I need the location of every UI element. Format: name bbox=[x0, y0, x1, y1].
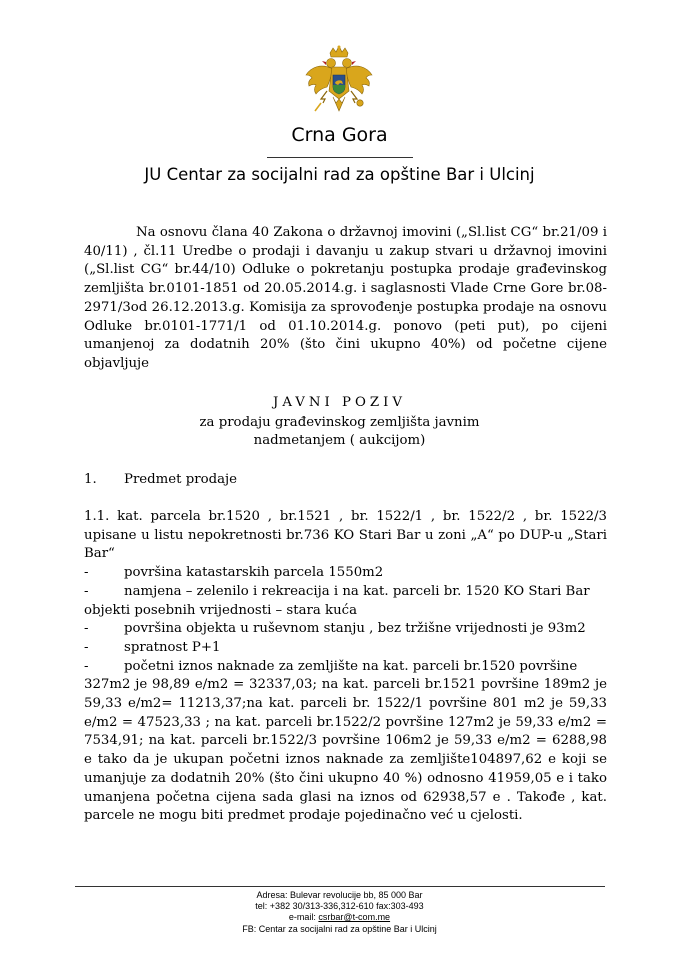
list-item bbox=[84, 620, 607, 639]
bullet-text: površina objekta u ruševnom stanju , bez tržišne vrijednosti je 93m2 bbox=[124, 621, 586, 637]
section-number: 1. bbox=[84, 472, 97, 487]
call-title: JAVNI POZIV bbox=[273, 395, 406, 410]
list-item bbox=[84, 658, 607, 677]
footer-phone: tel: +382 30/313-336,312-610 fax:303-493 bbox=[255, 901, 424, 912]
bullet-text: površina katastarskih parcela 1550m2 bbox=[124, 565, 384, 581]
footer-email-link[interactable]: csrbar@t-com.me bbox=[318, 912, 391, 923]
bullet-dash: - bbox=[84, 583, 89, 599]
item-body bbox=[84, 508, 607, 826]
header-divider bbox=[267, 157, 413, 158]
footer-facebook: FB: Centar za socijalni rad za opštine Bar i Ulcinj bbox=[242, 923, 437, 934]
list-item bbox=[84, 564, 607, 583]
item-paragraph: 1.1. kat. parcela br.1520 , br.1521 , br. 1522/1 , br. 1522/2 , br. 1522/3 upisane u listu nepokretnosti br.736 KO Stari Bar u zoni „A“ po DUP-u „Stari Bar“ bbox=[84, 509, 607, 562]
intro-text: Na osnovu člana 40 Zakona o državnoj imovini („Sl.list CG“ br.21/09 i 40/11) , čl.11 Uredbe o prodaji i davanju u zakup stvari u državnoj imovini („Sl.list CG“ br.44/10) Odluke o pokretanju postupka prodaje građevinskog zemljišta br.0101-1851 od 20.05.2014.g. i saglasnosti Vlade Crne Gore br.08-2971/3od 26.12.2013.g. Komisija za sprovođenje postupka prodaje na osnovu Odluke br.0101-1771/1 od 01.10.2014.g. ponovo (peti put), po cijeni umanjenoj za dodatnih 20% (što čini ukupno 40%) od početne cijene objavljuje bbox=[84, 225, 607, 371]
bullet-dash: - bbox=[84, 621, 89, 637]
bullet-text: početni iznos naknade za zemljište na kat. parceli br.1520 površine bbox=[124, 658, 578, 674]
section-heading bbox=[84, 472, 237, 487]
bullet-continuation: objekti posebnih vrijednosti – stara kuća bbox=[84, 602, 358, 618]
bullet-text: namjena – zelenilo i rekreacija i na kat. parceli br. 1520 KO Stari Bar bbox=[124, 583, 590, 599]
footer-email-label: e-mail: bbox=[288, 912, 319, 923]
list-item bbox=[84, 639, 607, 658]
bullet-text: spratnost P+1 bbox=[124, 639, 221, 655]
bullet-dash: - bbox=[84, 565, 89, 581]
bullet-dash: - bbox=[84, 639, 89, 655]
list-item bbox=[84, 583, 607, 602]
call-subtitle bbox=[0, 414, 679, 450]
call-subtitle-line-2: nadmetanjem ( aukcijom) bbox=[253, 433, 426, 448]
footer-divider bbox=[75, 886, 605, 887]
coat-of-arms-icon bbox=[303, 45, 375, 121]
section-title: Predmet prodaje bbox=[124, 472, 238, 487]
footer-email-line bbox=[0, 912, 679, 923]
call-subtitle-line-1: za prodaju građevinskog zemljišta javnim bbox=[199, 415, 480, 430]
country-name: Crna Gora bbox=[291, 124, 388, 146]
bullet-dash: - bbox=[84, 658, 89, 674]
bullet-continuation: 327m2 je 98,89 e/m2 = 32337,03; na kat. parceli br.1521 površine 189m2 je 59,33 e/m2= 11213,37;na kat. parceli br. 1522/1 površine 801 m2 je 59,33 e/m2 = 47523,33 ; na kat. parceli br.1522/2 površine 127m2 je 59,33 e/m2 = 7534,91; na kat. parceli br.1522/3 površine 106m2 je 59,33 e/m2 = 6288,98 e tako da je ukupan početni iznos naknade za zemljište104897,62 e koji se umanjuje za dodatnih 20% (što čini ukupno 40 %) odnosno 41959,05 e i tako umanjena početna cijena sada glasi na iznos od 62938,57 e . Takođe , kat. parcele ne mogu biti predmet prodaje pojedinačno već u cjelosti. bbox=[84, 677, 607, 824]
footer bbox=[0, 890, 679, 935]
intro-paragraph bbox=[84, 224, 607, 374]
institution-name: JU Centar za socijalni rad za opštine Bar i Ulcinj bbox=[144, 165, 535, 184]
footer-address: Adresa: Bulevar revolucije bb, 85 000 Bar bbox=[256, 890, 423, 900]
